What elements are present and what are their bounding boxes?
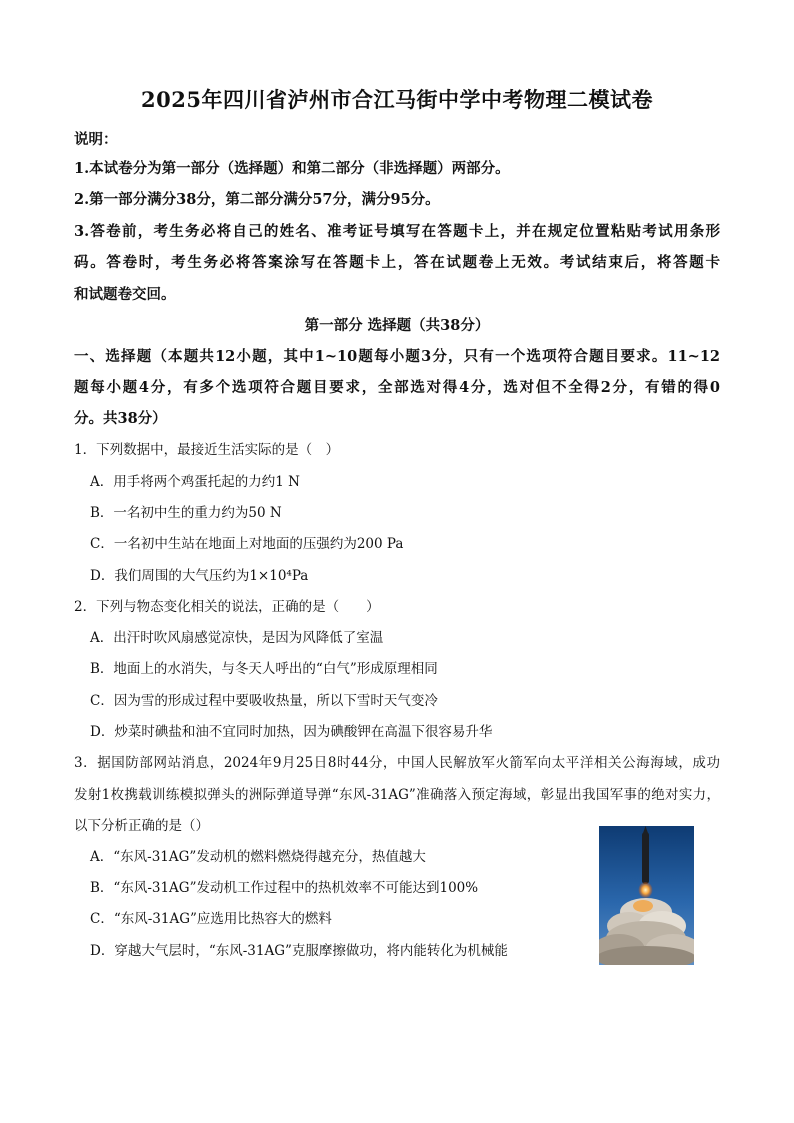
question-2-stem: 2．下列与物态变化相关的说法，正确的是（ ）: [74, 599, 380, 615]
part1-heading: 第一部分 选择题（共38分）: [304, 317, 490, 334]
question-2-option-c: C．因为雪的形成过程中要吸收热量，所以下雪时天气变冷: [90, 693, 438, 709]
missile-launch-photo: [599, 826, 694, 965]
question-3-stem-line-1: 3．据国防部网站消息，2024年9月25日8时44分，中国人民解放军火箭军向太平洋相关公海海域，成功: [74, 755, 720, 771]
note-2: 2.第一部分满分38分，第二部分满分57分，满分95分。: [74, 191, 440, 208]
section-instructions-line-2: 题每小题4分，有多个选项符合题目要求，全部选对得4分，选对但不全得2分，有错的得0: [74, 379, 720, 396]
question-3-stem-line-3: 以下分析正确的是（）: [74, 818, 209, 834]
question-2-option-b: B．地面上的水消失，与冬天人呼出的“白气”形成原理相同: [90, 661, 438, 677]
question-1-option-d: D．我们周围的大气压约为1×10⁴Pa: [90, 568, 309, 584]
question-1-option-c: C．一名初中生站在地面上对地面的压强约为200 Pa: [90, 536, 404, 552]
note-3-line-2: 码。答卷时，考生务必将答案涂写在答题卡上，答在试题卷上无效。考试结束后，将答题卡: [74, 254, 720, 271]
question-1-option-b: B．一名初中生的重力约为50 N: [90, 505, 282, 521]
question-2-option-a: A．出汗时吹风扇感觉凉快，是因为风降低了室温: [90, 630, 384, 646]
page-title: 2025年四川省泸州市合江马街中学中考物理二模试卷: [141, 87, 653, 112]
note-3-line-1: 3.答卷前，考生务必将自己的姓名、准考证号填写在答题卡上，并在规定位置粘贴考试用条形: [74, 223, 720, 240]
note-1: 1.本试卷分为第一部分（选择题）和第二部分（非选择题）两部分。: [74, 160, 510, 177]
question-2-option-d: D．炒菜时碘盐和油不宜同时加热，因为碘酸钾在高温下很容易升华: [90, 724, 493, 740]
question-3-option-a: A．“东风-31AG”发动机的燃料燃烧得越充分，热值越大: [90, 849, 426, 865]
question-1-option-a: A．用手将两个鸡蛋托起的力约1 N: [90, 474, 300, 490]
question-1-stem: 1．下列数据中，最接近生活实际的是（ ）: [74, 442, 340, 458]
section-instructions-line-3: 分。共38分）: [74, 410, 167, 427]
section-instructions-line-1: 一、选择题（本题共12小题，其中1~10题每小题3分，只有一个选项符合题目要求。11~12: [74, 348, 720, 365]
question-3-stem-line-2: 发射1枚携载训练模拟弹头的洲际弹道导弹“东风-31AG”准确落入预定海域，彰显出我国军事的绝对实力，: [74, 787, 720, 803]
notes-heading: 说明：: [74, 131, 118, 148]
question-3-option-c: C．“东风-31AG”应选用比热容大的燃料: [90, 911, 332, 927]
note-3-line-3: 和试题卷交回。: [74, 286, 176, 303]
question-3-option-b: B．“东风-31AG”发动机工作过程中的热机效率不可能达到100%: [90, 880, 479, 896]
question-3-option-d: D．穿越大气层时，“东风-31AG”克服摩擦做功，将内能转化为机械能: [90, 943, 508, 959]
